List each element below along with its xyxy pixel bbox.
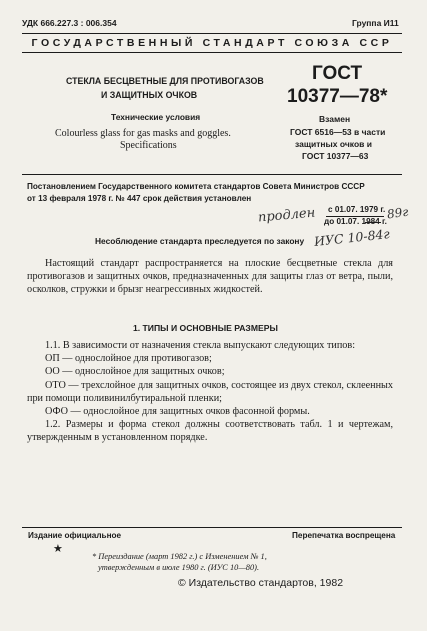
footer-rule	[22, 527, 402, 528]
validity-until: до 01.07. 1984 г.	[324, 217, 387, 226]
intro-text: Настоящий стандарт распространяется на плоские бесцветные стекла для противогазов и защитных очков, предназначенных для защиты глаз от ветра, пыли, осколков, стружки и брызг неагрессивных жидкостей.	[27, 258, 393, 296]
type-oo: ОО — однослойное для защитных очков;	[45, 366, 225, 378]
validity-from: с 01.07. 1979 г.	[328, 205, 386, 214]
decree-line2: от 13 февраля 1978 г. № 447 срок действия установлен	[27, 194, 252, 203]
handwritten-prolong: продлен	[257, 205, 316, 226]
title-rule	[22, 174, 402, 175]
header-rule-top	[22, 33, 402, 34]
title-en-line2: Specifications	[120, 140, 177, 151]
replaces-line2: защитных очков и	[295, 139, 372, 149]
replaces-line1: ГОСТ 6516—53 в части	[290, 127, 386, 137]
replaces-line3: ГОСТ 10377—63	[302, 151, 369, 161]
handwritten-ius: ИУС 10-84г	[313, 226, 391, 249]
group-code: Группа И11	[352, 18, 399, 28]
gost-number: 10377—78*	[287, 86, 388, 107]
subtitle: Технические условия	[111, 112, 201, 122]
intro-paragraph	[27, 257, 393, 297]
clause-1-1: 1.1. В зависимости от назначения стекла выпускают следующих типов:	[45, 340, 356, 351]
decree-line1: Постановлением Государственного комитета стандартов Совета Министров СССР	[27, 182, 365, 191]
title-en-line1: Colourless glass for gas masks and goggles.	[55, 128, 231, 139]
strike-mark	[365, 222, 381, 223]
type-op: ОП — однослойное для противогазов;	[45, 353, 212, 365]
note-line1: * Переиздание (март 1982 г.) с Изменением № 1,	[92, 552, 267, 561]
title-ru-line2: И ЗАЩИТНЫХ ОЧКОВ	[101, 90, 198, 100]
banner: ГОСУДАРСТВЕННЫЙ СТАНДАРТ СОЮЗА ССР	[31, 37, 393, 49]
replaces-label: Взамен	[319, 114, 351, 124]
violation-notice: Несоблюдение стандарта преследуется по закону	[95, 236, 305, 246]
reprint-prohibited: Перепечатка воспрещена	[292, 531, 396, 540]
handwritten-year: 89г	[386, 204, 410, 222]
official-edition: Издание официальное	[28, 531, 122, 540]
udk-code: УДК 666.227.3 : 006.354	[22, 18, 117, 28]
type-oto: ОТО — трехслойное для защитных очков, состоящее из двух стекол, склеенных при помощи поливинилбутиральной пленки;	[27, 379, 393, 404]
section1-heading: 1. ТИПЫ И ОСНОВНЫЕ РАЗМЕРЫ	[133, 323, 278, 333]
star-icon: ★	[53, 543, 63, 555]
header-rule-bottom	[22, 52, 402, 53]
title-ru-line1: СТЕКЛА БЕСЦВЕТНЫЕ ДЛЯ ПРОТИВОГАЗОВ	[66, 76, 264, 86]
clause-1-2: 1.2. Размеры и форма стекол должны соответствовать табл. 1 и чертежам, утвержденным в установленном порядке.	[27, 419, 393, 444]
copyright: © Издательство стандартов, 1982	[178, 577, 344, 589]
gost-label: ГОСТ	[312, 63, 363, 84]
section1-body	[27, 339, 393, 445]
type-ofo: ОФО — однослойное для защитных очков фасонной формы.	[45, 406, 310, 418]
note-line2: утвержденным в июле 1980 г. (ИУС 10—80).	[98, 563, 260, 572]
